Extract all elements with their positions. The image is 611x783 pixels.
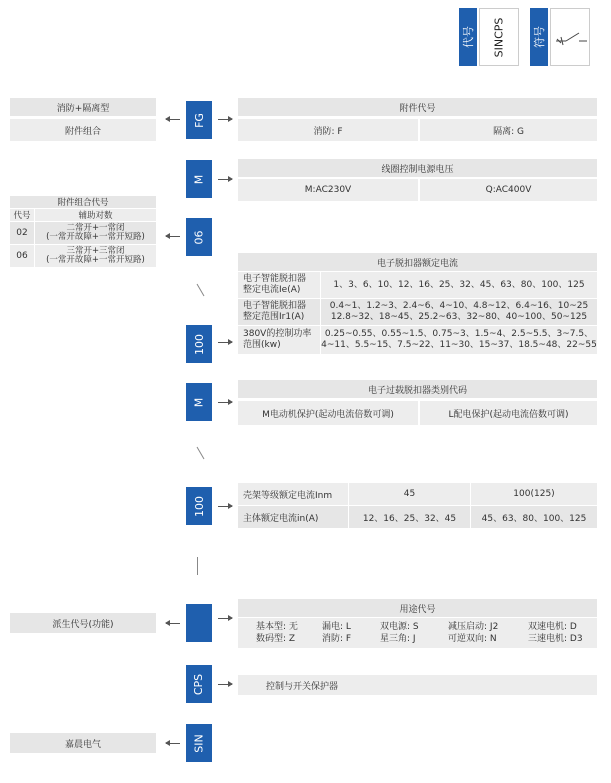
tag-100-frame (186, 487, 212, 525)
acc-col-aux-text: 辅助对数 (78, 211, 113, 221)
tag-cps (186, 665, 212, 703)
acc-row-code (10, 245, 34, 267)
cps-desc (238, 675, 597, 695)
tag-m-overload-text: M (192, 397, 206, 407)
acc-row-code (10, 222, 34, 244)
arrow-left (166, 743, 180, 744)
arrow-right (218, 119, 232, 120)
accessory-iso (420, 119, 597, 141)
frame-v1 (349, 483, 470, 505)
acc-col-code-text: 代号 (13, 211, 31, 221)
trip-row-label (238, 272, 320, 298)
usage-item: 双电源: S (380, 622, 419, 632)
main-current-label (238, 506, 348, 528)
acc-row-aux-line1: 三常开+三常闭 (66, 246, 125, 256)
acc-combo-title-text: 附件组合代号 (57, 198, 109, 208)
acc-row-code-text: 06 (16, 251, 28, 261)
accessory-code-title-text: 附件代号 (399, 103, 436, 114)
frame-label (238, 483, 348, 505)
arrow-right (218, 684, 232, 685)
coil-voltage-q-text: Q:AC400V (485, 185, 532, 195)
fire-iso-title (10, 98, 156, 116)
overload-m (238, 401, 418, 425)
trip-row-value (321, 272, 597, 298)
tag-100-trip (186, 325, 212, 363)
flow-connector (197, 447, 205, 460)
acc-row-aux-line2: (一常开故障+一常开短路) (46, 255, 145, 265)
main-current-v1 (349, 506, 470, 528)
usage-line (256, 621, 597, 633)
accessory-code-title (238, 98, 597, 116)
usage-item: 消防: F (322, 634, 352, 644)
tag-fg-text: FG (192, 112, 206, 128)
usage-item: 可逆双向: N (448, 634, 497, 644)
trip-title (238, 253, 597, 271)
frame-label-text: 壳架等级额定电流Inm (243, 490, 333, 501)
usage-item: 三速电机: D3 (528, 634, 583, 644)
trip-row-value-text: 0.25~0.55、0.55~1.5、0.75~3、1.5~4、2.5~5.5、3~7.5、 4~11、5.5~15、7.5~22、11~30、15~37、18.5~48、22~55 (321, 329, 597, 350)
trip-row-value-text: 0.4~1、1.2~3、2.4~6、4~10、4.8~12、6.4~16、10~25 12.8~32、18~45、25.2~63、32~80、40~100、50~125 (329, 301, 589, 322)
coil-voltage-title (238, 159, 597, 177)
usage-item: 基本型: 无 (256, 622, 298, 632)
arrow-right (218, 402, 232, 403)
tag-100-trip-text: 100 (192, 333, 206, 355)
arrow-right (218, 506, 232, 507)
accessory-fire (238, 119, 418, 141)
symbol-label-box (530, 8, 548, 66)
derived-code-text: 派生代号(功能) (52, 619, 114, 630)
symbol-label: 符号 (533, 26, 546, 48)
trip-row-label-text: 电子智能脱扣器 整定电流Ie(A) (243, 274, 307, 295)
cps-desc-text: 控制与开关保护器 (266, 681, 339, 692)
acc-row-aux-line2: (一常开故障+一常开短路) (46, 232, 145, 242)
main-current-v2 (471, 506, 597, 528)
brand-box (10, 733, 156, 753)
arrow-left (166, 119, 180, 120)
arrow-right (218, 179, 232, 180)
main-current-label-text: 主体额定电流in(A) (243, 513, 319, 524)
trip-row-label-text: 380V的控制功率 范围(kw) (243, 329, 312, 350)
usage-item: 星三角: J (380, 634, 416, 644)
accessory-fire-text: 消防: F (313, 126, 343, 137)
arrow-right (218, 342, 232, 343)
coil-voltage-q (420, 179, 597, 201)
usage-item: 减压启动: J2 (448, 622, 499, 632)
usage-item: 双速电机: D (528, 622, 577, 632)
frame-v2 (471, 483, 597, 505)
code-label-box (459, 8, 477, 66)
flow-connector (197, 557, 198, 575)
code-label: 代号 (462, 26, 475, 48)
overload-l-text: L配电保护(起动电流倍数可调) (448, 409, 569, 420)
tag-sin-text: SIN (192, 733, 206, 753)
coil-voltage-m-text: M:AC230V (304, 185, 352, 195)
arrow-right (218, 618, 232, 619)
frame-v2-text: 100(125) (513, 489, 555, 499)
arrow-left (166, 236, 180, 237)
symbol-box (550, 8, 590, 66)
trip-title-text: 电子脱扣器额定电流 (376, 258, 458, 269)
trip-row-value-text: 1、3、6、10、12、16、25、32、45、63、80、100、125 (333, 279, 585, 290)
usage-title (238, 599, 597, 617)
tag-m-coil (186, 160, 212, 198)
derived-code-box (10, 613, 156, 633)
acc-combo-title (10, 196, 156, 208)
tag-m-overload (186, 383, 212, 421)
brand-text: 嘉晨电气 (64, 739, 101, 750)
coil-voltage-title-text: 线圈控制电源电压 (381, 164, 454, 175)
overload-m-text: M电动机保护(起动电流倍数可调) (262, 409, 394, 420)
usage-title-text: 用途代号 (399, 604, 436, 615)
code-value: SINCPS (492, 17, 506, 57)
tag-06-text: 06 (192, 230, 206, 244)
acc-col-code (10, 209, 34, 221)
acc-row-aux-line1: 二常开+一常闭 (66, 223, 125, 233)
trip-row-value (321, 299, 597, 325)
main-current-v2-text: 45、63、80、100、125 (481, 513, 587, 524)
fire-iso-title-text: 消防+隔离型 (56, 103, 110, 114)
usage-item: 数码型: Z (256, 634, 296, 644)
trip-row-label-text: 电子智能脱扣器 整定范围Ir1(A) (243, 301, 307, 322)
arrow-left (166, 623, 180, 624)
overload-title-text: 电子过载脱扣器类别代码 (367, 385, 467, 396)
tag-sin (186, 724, 212, 762)
main-current-v1-text: 12、16、25、32、45 (362, 513, 457, 524)
accessory-iso-text: 隔离: G (493, 126, 524, 137)
usage-item: 漏电: L (322, 622, 351, 632)
trip-row-label (238, 326, 320, 354)
switch-symbol-icon (551, 9, 591, 67)
acc-row-aux (35, 222, 156, 244)
coil-voltage-m (238, 179, 418, 201)
tag-cps-text: CPS (192, 673, 206, 695)
fire-iso-sub-text: 附件组合 (64, 126, 101, 137)
usage-line (256, 633, 597, 645)
trip-row-label (238, 299, 320, 325)
trip-row-value (321, 326, 597, 354)
tag-06 (186, 218, 212, 256)
frame-v1-text: 45 (403, 489, 416, 499)
tag-m-coil-text: M (192, 174, 206, 184)
overload-l (420, 401, 597, 425)
tag-100-frame-text: 100 (192, 495, 206, 517)
acc-row-aux (35, 245, 156, 267)
fire-iso-sub (10, 119, 156, 141)
tag-blank (186, 604, 212, 642)
acc-col-aux (35, 209, 156, 221)
acc-row-code-text: 02 (16, 228, 28, 238)
code-value-box (479, 8, 519, 66)
tag-fg (186, 101, 212, 139)
usage-body (238, 618, 597, 648)
overload-title (238, 380, 597, 398)
flow-connector (197, 284, 205, 297)
